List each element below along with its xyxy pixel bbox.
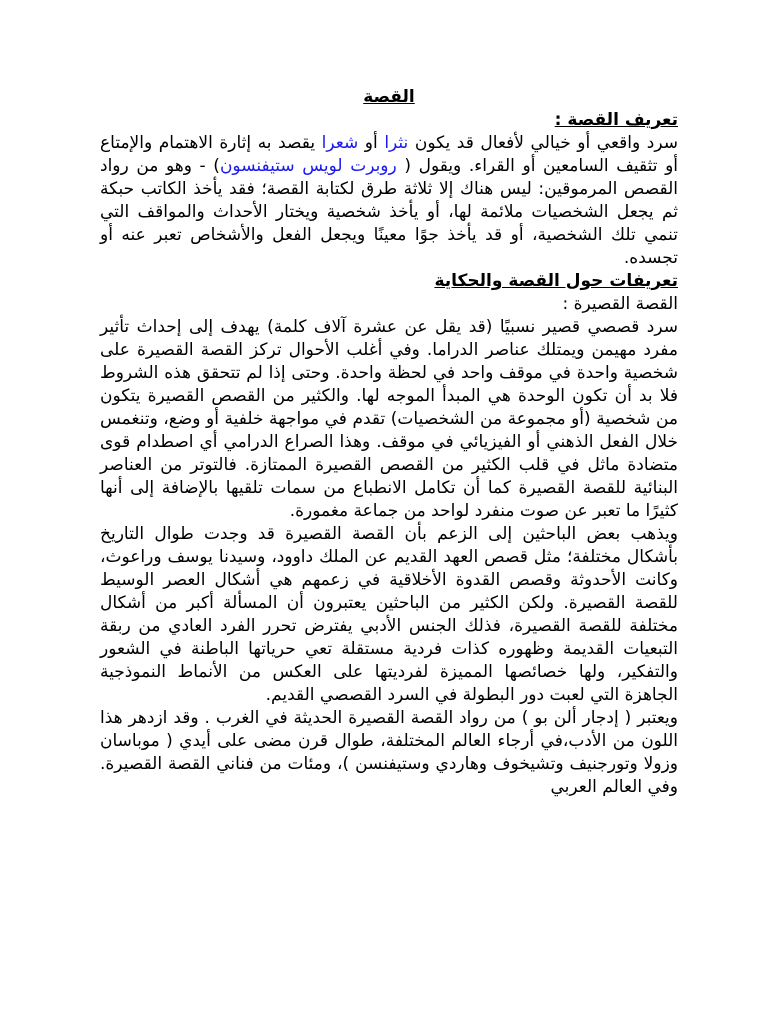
text-segment: ) - وهو من رواد القصص المرموقين: ليس هناك إلا ثلاثة طرق لكتابة القصة؛ فقد يأخذ الكاتب حبكة ثم يجعل الشخصيات ملائمة لها، أو يأخذ شخصية ويختار الأحداث والمواقف التي تنمي تلك الشخصية، أو قد يأخذ جوًا معينًا ويجعل الفعل والأشخاص تعبر عنه أو تجسده.: [100, 156, 678, 268]
paragraph-short-story-2: ويذهب بعض الباحثين إلى الزعم بأن القصة القصيرة قد وجدت طوال التاريخ بأشكال مختلفة؛ مثل قصص العهد القديم عن الملك داوود، وسيدنا يوسف وراعوث، وكانت الأحدوثة وقصص القدوة الأخلاقية في زعمهم هي أشكال العصر الوسيط للقصة القصيرة. ولكن الكثير من الباحثين يعتبرون أن المسألة أكبر من أشكال مختلفة للقصة القصيرة، فذلك الجنس الأدبي يفترض تحرر الفرد العادي من ربقة التبعيات القديمة وظهوره كذات فردية مستقلة تعي حرياتها الباطنة في الشعور والتفكير، ولها خصائصها المميزة لفرديتها على العكس من الأنماط النموذجية الجاهزة التي لعبت دور البطولة في السرد القصصي القديم.: [100, 524, 678, 705]
definition-paragraph: [100, 132, 678, 270]
link-poetry[interactable]: شعرا: [321, 133, 359, 153]
section-heading-definitions: تعريفات حول القصة والحكاية: [434, 271, 678, 291]
text-segment: سرد واقعي أو خيالي لأفعال قد يكون: [408, 133, 678, 153]
paragraph-short-story-3: ويعتبر ( إدجار ألن بو ) من رواد القصة القصيرة الحديثة في الغرب . وقد ازدهر هذا اللون من الأدب،في أرجاء العالم المختلفة، طوال قرن مضى على أيدي ( موباسان وزولا وتورجنيف وتشيخوف وهاردي وستيفنسن )، ومئات من فناني القصة القصيرة. وفي العالم العربي: [100, 708, 678, 797]
text-segment: يقصد به إثارة الاهتمام والإمتاع أو تثقيف السامعين أو القراء. ويقول (: [100, 133, 678, 176]
section-heading-definition: تعريف القصة :: [554, 110, 678, 130]
link-prose[interactable]: نثرا: [384, 133, 409, 153]
page-title: القصة: [363, 87, 415, 107]
paragraph-short-story-1: سرد قصصي قصير نسبيًا (قد يقل عن عشرة آلاف كلمة) يهدف إلى إحداث تأثير مفرد مهيمن ويمتلك عناصر الدراما. وفي أغلب الأحوال تركز القصة القصيرة على شخصية واحدة في موقف واحد في لحظة واحدة. وحتى إذا لم تتحقق هذه الشروط فلا بد أن تكون الوحدة هي المبدأ الموجه لها. والكثير من القصص القصيرة يتكون من شخصية (أو مجموعة من الشخصيات) تقدم في مواجهة خلفية أو وضع، وتنغمس خلال الفعل الذهني أو الفيزيائي في موقف. وهذا الصراع الدرامي أي اصطدام قوى متضادة ماثل في قلب الكثير من القصص القصيرة الممتازة. فالتوتر من العناصر البنائية للقصة القصيرة كما أن تكامل الانطباع من سمات تلقيها بالإضافة إلى أنها كثيرًا ما تعبر عن صوت منفرد لواحد من جماعة مغمورة.: [100, 317, 678, 521]
link-robert-louis-stevenson[interactable]: روبرت لويس ستيفنسون: [219, 156, 397, 176]
text-segment: أو: [358, 133, 385, 153]
document-body: [100, 86, 678, 799]
subheading-short-story: القصة القصيرة :: [562, 294, 678, 314]
